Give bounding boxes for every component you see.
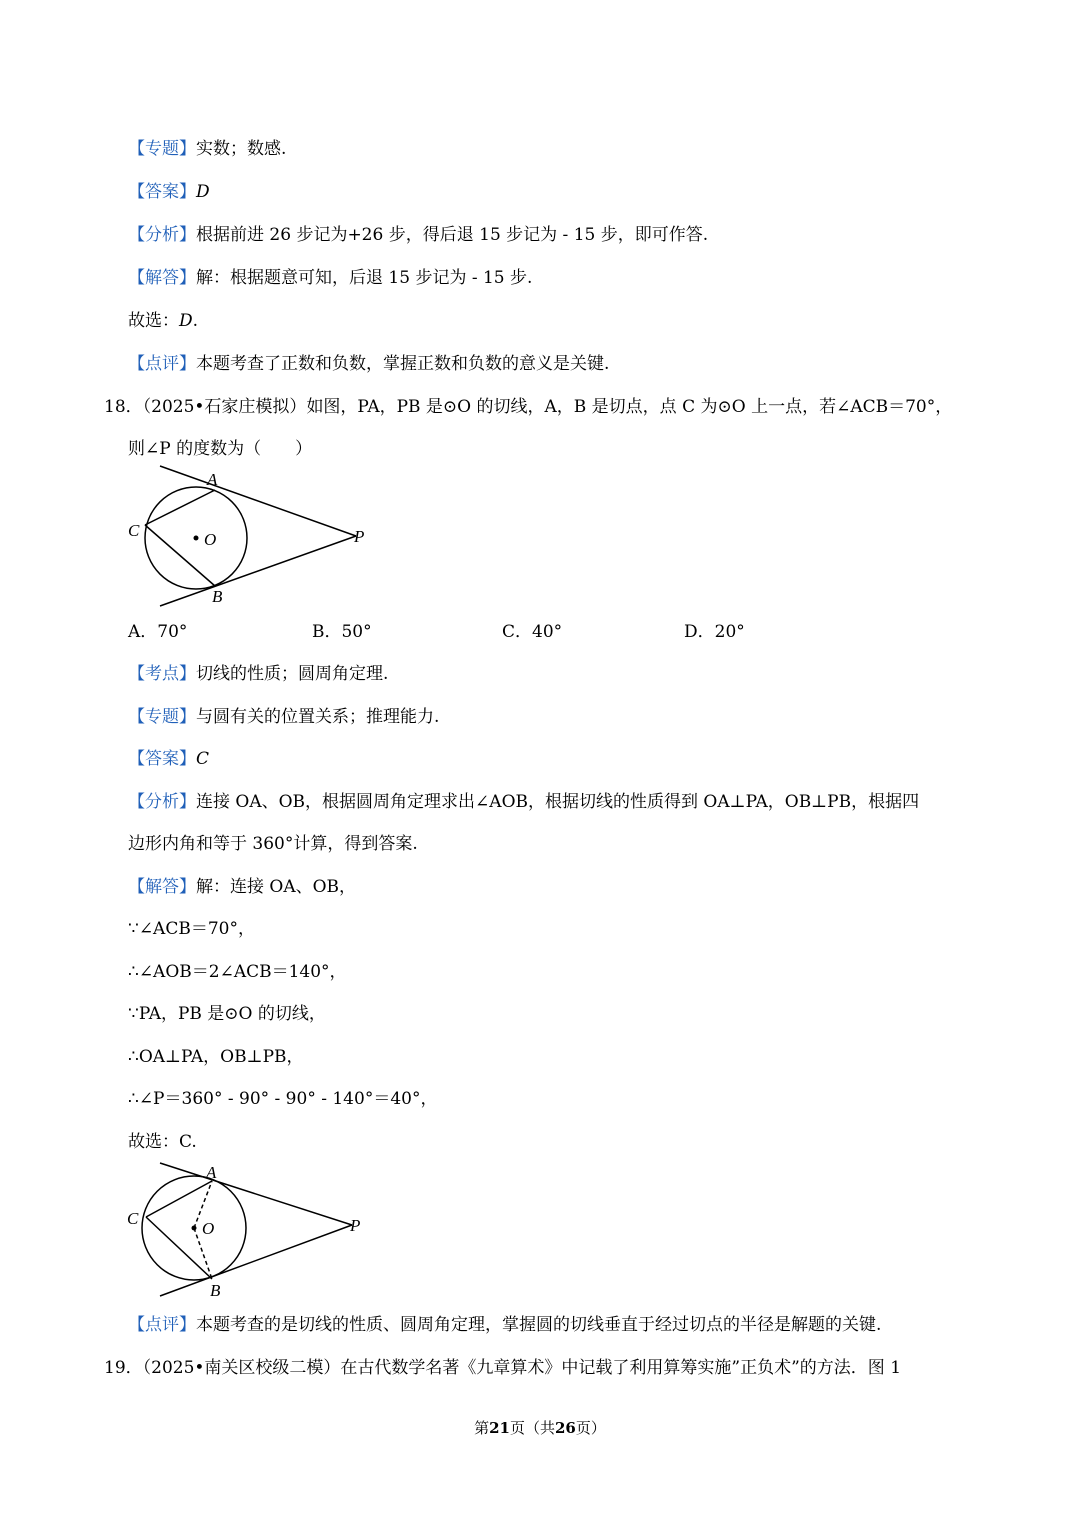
q18-step-2: ∴∠AOB＝2∠ACB＝140°， [128, 962, 347, 982]
q18-answer-text: C [196, 749, 210, 769]
q18-analysis-text1: 连接 OA、OB，根据圆周角定理求出∠AOB，根据切线的性质得到 OA⊥PA，OB⊥PB，根据四 [196, 792, 920, 812]
q18-analysis-line1 [128, 790, 919, 814]
solution-text: 解：根据题意可知，后退 15 步记为 - 15 步. [196, 268, 533, 288]
q18-comment-line [128, 1313, 881, 1337]
analysis-tag: 【分析】 [128, 225, 196, 245]
kaodian-tag: 【考点】 [128, 664, 196, 684]
tangent-pb-2 [160, 1225, 352, 1296]
q18-solution-tag: 【解答】 [128, 877, 196, 897]
choice-a: A．70° [128, 622, 188, 642]
label-p-2: P [350, 1216, 361, 1235]
page-footer [0, 1417, 1080, 1438]
q18-topic-line [128, 705, 439, 729]
q18-topic-text: 与圆有关的位置关系；推理能力. [196, 707, 440, 727]
label-b-2: B [210, 1281, 221, 1300]
answer-tag: 【答案】 [128, 182, 196, 202]
label-a-2: A [206, 1163, 217, 1182]
topic-text: 实数；数感. [196, 139, 287, 159]
answer-text: D [196, 182, 210, 202]
choice-c: C．40° [502, 622, 563, 642]
label-c-2: C [127, 1209, 139, 1228]
q18-step-0: 解：连接 OA、OB， [196, 877, 357, 897]
comment-tag: 【点评】 [128, 354, 196, 374]
q18-comment-tag: 【点评】 [128, 1315, 196, 1335]
analysis-text: 根据前进 26 步记为+26 步，得后退 15 步记为 - 15 步，即可作答. [196, 225, 709, 245]
q18-step-1: ∵∠ACB＝70°， [128, 919, 255, 939]
q18-number: 18． [104, 397, 143, 417]
choice-b: B．50° [312, 622, 372, 642]
q18-step-3: ∵PA，PB 是⊙O 的切线， [128, 1004, 326, 1024]
q18-stem-line2 [128, 437, 312, 461]
prev-choose-line [128, 309, 198, 333]
total-pages: 26 [555, 1419, 576, 1437]
center-dot-2 [192, 1226, 197, 1231]
prev-solution-line [128, 266, 532, 290]
choice-d: D．20° [684, 622, 745, 642]
footer-mid: 页（共 [509, 1419, 555, 1437]
center-dot [194, 536, 199, 541]
q18-answer-tag: 【答案】 [128, 749, 196, 769]
q18-solution-line [128, 875, 356, 899]
q18-step-6: 故选：C. [128, 1132, 197, 1152]
q18-stem-line1 [104, 395, 952, 419]
comment-text: 本题考查了正数和负数，掌握正数和负数的意义是关键. [196, 354, 610, 374]
q18-kaodian-line [128, 662, 388, 686]
chord-ca-2 [146, 1181, 212, 1217]
label-c: C [128, 521, 140, 540]
q18-analysis-text2: 边形内角和等于 360°计算，得到答案. [128, 834, 418, 854]
q18-analysis-tag: 【分析】 [128, 792, 196, 812]
q19-stem-line: 19．（2025•南关区校级二模）在古代数学名著《九章算术》中记载了利用算筹实施”正负术”的方法．图 1 [104, 1358, 902, 1378]
q18-topic-tag: 【专题】 [128, 707, 196, 727]
topic-tag: 【专题】 [128, 139, 196, 159]
prev-answer-line [128, 180, 210, 204]
choose-end: . [192, 311, 199, 331]
q18-answer-line [128, 747, 209, 771]
label-b: B [212, 587, 223, 606]
tangent-pb [160, 536, 356, 606]
prev-topic-line [128, 137, 286, 161]
page-number: 21 [489, 1419, 510, 1437]
label-o-2: O [202, 1219, 215, 1238]
q18-source: （2025•石家庄模拟） [142, 397, 307, 417]
label-a: A [207, 470, 218, 489]
solution-tag: 【解答】 [128, 268, 196, 288]
kaodian-text: 切线的性质；圆周角定理. [196, 664, 389, 684]
choose-value: D [179, 311, 193, 331]
q18-figure [120, 465, 380, 610]
footer-pre: 第 [474, 1419, 490, 1437]
q18-stem2: 则∠P 的度数为（ ） [128, 439, 313, 459]
q18-step-4: ∴OA⊥PA，OB⊥PB， [128, 1047, 304, 1067]
q18-analysis-line2 [128, 832, 418, 856]
q18-solution-figure [120, 1160, 380, 1305]
prev-comment-line [128, 352, 609, 376]
footer-post: 页） [575, 1419, 606, 1437]
q18-stem1: 如图，PA，PB 是⊙O 的切线，A，B 是切点，点 C 为⊙O 上一点，若∠ACB＝70°， [306, 397, 953, 417]
q18-step-5: ∴∠P＝360° - 90° - 90° - 140°＝40°， [128, 1089, 438, 1109]
choose-label: 故选： [128, 311, 179, 331]
label-p: P [354, 527, 365, 546]
tangent-pa [160, 466, 356, 536]
prev-analysis-line [128, 223, 708, 247]
label-o: O [204, 530, 217, 549]
q18-comment-text: 本题考查的是切线的性质、圆周角定理，掌握圆的切线垂直于经过切点的半径是解题的关键. [196, 1315, 882, 1335]
